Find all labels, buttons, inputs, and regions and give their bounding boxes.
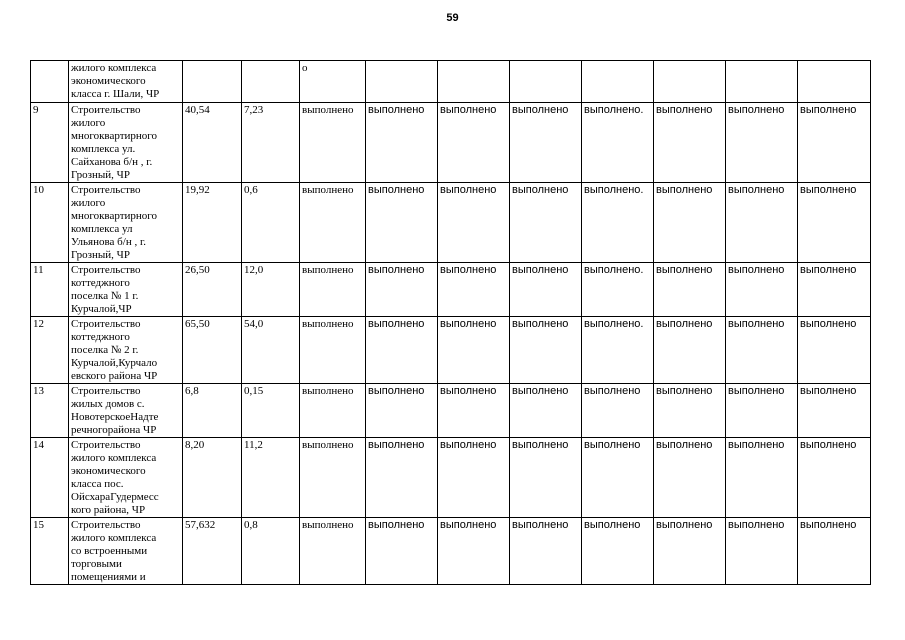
area-value-cell: 8,20 [183,438,242,518]
status-cell [366,61,438,103]
status-cell: выполнено [726,518,798,585]
status-cell: выполнено [798,518,871,585]
project-name-line: экономического [71,75,146,87]
status-cell: выполнено [366,263,438,317]
status-cell: выполнено [510,518,582,585]
project-name-line: Грозный, ЧР [71,169,130,181]
volume-value-cell: 0,15 [242,384,300,438]
volume-value-cell: 0,8 [242,518,300,585]
project-name-line: ОйсхараГудермесс [71,491,159,503]
first-status-cell: выполнено [300,384,366,438]
status-cell: выполнено [510,103,582,183]
status-cell: выполнено [726,103,798,183]
project-name-line: Сайханова б/н , г. [71,156,153,168]
project-name-line: жилого комплекса [71,452,157,464]
project-name-line: жилого [71,117,106,129]
project-name-line: коттеджного [71,331,130,343]
project-name-line: кого района, ЧР [71,504,146,516]
row-number-cell: 10 [31,183,69,263]
table-row [31,183,871,263]
status-cell: выполнено [654,183,726,263]
status-cell: выполнено [798,103,871,183]
status-cell: выполнено [798,317,871,384]
table-row [31,438,871,518]
status-cell: выполнено [798,384,871,438]
row-number-cell: 11 [31,263,69,317]
status-cell: выполнено [654,384,726,438]
project-name-line: комплекса ул [71,223,133,235]
first-status-cell: выполнено [300,518,366,585]
status-cell: выполнено. [582,263,654,317]
project-name-line: Строительство [71,439,141,451]
status-cell [438,61,510,103]
project-name-cell [69,61,183,103]
status-cell [510,61,582,103]
status-cell: выполнено. [582,183,654,263]
row-number-cell: 15 [31,518,69,585]
project-name-line: Курчалой,ЧР [71,303,132,315]
projects-table [30,60,871,585]
project-name-line: Ульянова б/н , г. [71,236,146,248]
status-cell [582,61,654,103]
status-cell: выполнено [726,438,798,518]
status-cell: выполнено [726,317,798,384]
status-cell: выполнено [438,263,510,317]
status-cell: выполнено [438,183,510,263]
status-cell: выполнено. [582,103,654,183]
status-cell [726,61,798,103]
status-cell: выполнено [798,263,871,317]
project-name-line: Строительство [71,104,141,116]
volume-value-cell: 12,0 [242,263,300,317]
status-cell: выполнено [510,183,582,263]
first-status-cell: выполнено [300,317,366,384]
project-name-cell [69,183,183,263]
row-number-cell: 9 [31,103,69,183]
volume-value-cell: 0,6 [242,183,300,263]
status-cell: выполнено [366,518,438,585]
project-name-line: Строительство [71,385,141,397]
project-name-line: комплекса ул. [71,143,136,155]
area-value-cell: 40,54 [183,103,242,183]
project-name-line: Грозный, ЧР [71,249,130,261]
status-cell: выполнено [438,317,510,384]
row-number-cell: 13 [31,384,69,438]
project-name-line: класса пос. [71,478,124,490]
row-number-cell: 12 [31,317,69,384]
area-value-cell: 57,632 [183,518,242,585]
project-name-line: Строительство [71,318,141,330]
status-cell: выполнено [366,317,438,384]
area-value-cell: 26,50 [183,263,242,317]
project-name-line: речногорайона ЧР [71,424,157,436]
first-status-cell: выполнено [300,103,366,183]
project-name-line: жилых домов с. [71,398,145,410]
status-cell: выполнено [654,317,726,384]
project-name-line: евского района ЧР [71,370,158,382]
project-name-line: торговыми [71,558,122,570]
status-cell: выполнено [438,103,510,183]
status-cell: выполнено [510,438,582,518]
area-value-cell: 6,8 [183,384,242,438]
project-name-line: жилого комплекса [71,532,157,544]
status-cell: выполнено [366,103,438,183]
volume-value-cell: 54,0 [242,317,300,384]
status-cell: выполнено [654,103,726,183]
project-name-line: помещениями и [71,571,146,583]
project-name-line: многоквартирного [71,130,158,142]
status-cell: выполнено [366,183,438,263]
table-row [31,317,871,384]
status-cell: выполнено [510,384,582,438]
status-cell: выполнено [654,263,726,317]
project-name-line: Строительство [71,184,141,196]
project-name-line: Строительство [71,519,141,531]
project-name-cell [69,518,183,585]
status-cell: выполнено [654,518,726,585]
area-value-cell: 65,50 [183,317,242,384]
status-cell: выполнено. [582,317,654,384]
status-cell: выполнено [366,438,438,518]
status-cell: выполнено [366,384,438,438]
status-cell: выполнено [798,438,871,518]
project-name-cell [69,317,183,384]
status-cell: выполнено [726,263,798,317]
project-name-line: многоквартирного [71,210,158,222]
project-name-line: коттеджного [71,277,130,289]
status-cell: выполнено [726,183,798,263]
table-row [31,103,871,183]
status-cell: выполнено [438,518,510,585]
status-cell: выполнено [510,317,582,384]
area-value-cell: 19,92 [183,183,242,263]
project-name-line: Строительство [71,264,141,276]
status-cell: выполнено [510,263,582,317]
project-name-cell [69,103,183,183]
area-value-cell [183,61,242,103]
project-name-line: поселка № 2 г. [71,344,139,356]
project-name-line: НовотерскоеНадте [71,411,159,423]
row-number-cell [31,61,69,103]
project-name-line: со встроенными [71,545,148,557]
project-name-line: экономического [71,465,146,477]
status-cell [798,61,871,103]
project-name-cell [69,384,183,438]
status-cell: выполнено [726,384,798,438]
page-number: 59 [446,12,459,24]
status-cell: выполнено [798,183,871,263]
project-name-line: жилого комплекса [71,62,157,74]
table-row [31,263,871,317]
table-row [31,61,871,103]
project-name-line: Курчалой,Курчало [71,357,158,369]
project-name-line: поселка № 1 г. [71,290,139,302]
table-row [31,384,871,438]
volume-value-cell [242,61,300,103]
first-status-cell: выполнено [300,183,366,263]
status-cell [654,61,726,103]
first-status-cell: о [300,61,366,103]
status-cell: выполнено [582,384,654,438]
project-name-line: жилого [71,197,106,209]
project-name-cell [69,263,183,317]
status-cell: выполнено [582,518,654,585]
volume-value-cell: 7,23 [242,103,300,183]
status-cell: выполнено [438,438,510,518]
project-name-cell [69,438,183,518]
table-row [31,518,871,585]
status-cell: выполнено [438,384,510,438]
first-status-cell: выполнено [300,438,366,518]
first-status-cell: выполнено [300,263,366,317]
status-cell: выполнено [654,438,726,518]
project-name-line: класса г. Шали, ЧР [71,88,160,100]
volume-value-cell: 11,2 [242,438,300,518]
status-cell: выполнено [582,438,654,518]
row-number-cell: 14 [31,438,69,518]
